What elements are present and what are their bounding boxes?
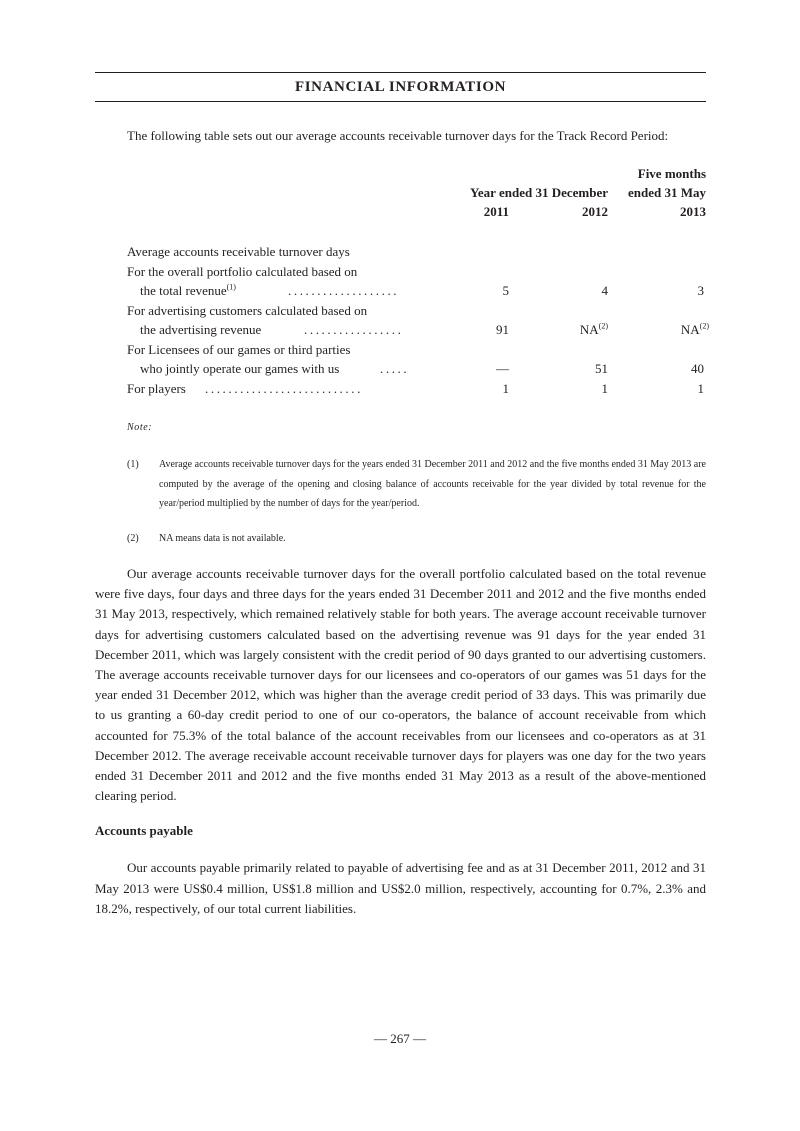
- intro-paragraph: The following table sets out our average accounts receivable turnover days for the Track Record Period:: [127, 128, 669, 143]
- col-head-five-months-line1: Five months: [637, 166, 706, 181]
- footnote-ref: (1): [226, 282, 236, 292]
- page-number: — 267 —: [374, 1031, 426, 1046]
- table-section-title-row: [95, 242, 706, 261]
- footnote-text: Average accounts receivable turnover days for the years ended 31 December 2011 and 2012 and the five months ended 31 May 2013 are computed by the average of the opening and closing balance of accounts receivable for the year divided by total revenue for the year/period multiplied by the number of days for the year/period.: [159, 459, 706, 509]
- value-2013: 3: [697, 283, 704, 298]
- table-row: [95, 301, 706, 320]
- table-row: [95, 359, 706, 378]
- leader-dots: ...........................: [205, 380, 363, 396]
- turnover-days-table: [95, 242, 709, 402]
- col-head-2011: 2011: [483, 204, 509, 219]
- row-label-line2: who jointly operate our games with us: [140, 361, 340, 376]
- turnover-analysis-paragraph: Our average accounts receivable turnover days for the overall portfolio calculated based on the total revenue were five days, four days and three days for the years ended 31 December 2011 and 2012 and the five months ended 31 May 2013, respectively, which remained relatively stable for both years. The average account receivable turnover days for advertising customers calculated based on the advertising revenue was 91 days for the year ended 31 December 2011, which was largely consistent with the credit period of 90 days granted to our advertising customers. The average accounts receivable turnover days for our licensees and co-operators of our games was 51 days for the year ended 31 December 2012, which was higher than the average credit period of 33 days. This was primarily due to us granting a 60-day credit period to one of our co-operators, the balance of account receivable from which accounted for 75.3% of the total balance of the account receivables from our licensees and co-operators as at 31 December 2012. The average receivable account receivable turnover days for players was one day for the two years ended 31 December 2011 and 2012 and the five months ended 31 May 2013 as a result of the above-mentioned clearing period.: [95, 566, 706, 804]
- col-head-2013: 2013: [680, 204, 706, 219]
- value-2012: 1: [601, 380, 608, 396]
- leader-dots: .....: [380, 361, 410, 376]
- page-header-title: FINANCIAL INFORMATION: [294, 79, 507, 95]
- row-label-line2: [140, 281, 236, 300]
- row-label-line1: For players: [127, 380, 186, 396]
- table-section-title: Average accounts receivable turnover days: [127, 244, 350, 259]
- header-rule-bottom: [95, 101, 706, 102]
- value-2011: 91: [496, 322, 509, 337]
- row-label-line1: For the overall portfolio calculated based on: [127, 263, 358, 279]
- row-label-text: the total revenue: [140, 283, 227, 298]
- document-page: [95, 72, 709, 920]
- value-2012: 51: [595, 361, 608, 376]
- value-2013: [681, 320, 709, 339]
- footnote-text: NA means data is not available.: [159, 532, 286, 544]
- section-heading-accounts-payable: Accounts payable: [95, 823, 193, 839]
- value-2012: [580, 320, 608, 339]
- table-row: [95, 320, 709, 339]
- footnote-ref: (2): [699, 321, 709, 331]
- col-head-2012: 2012: [582, 204, 608, 219]
- footnote-number: (1): [127, 459, 139, 470]
- value-2012: 4: [601, 283, 608, 298]
- footnote-1: [127, 455, 706, 514]
- row-label-line1: For Licensees of our games or third parties: [127, 341, 351, 357]
- table-row: [95, 281, 706, 300]
- footnote-number: (2): [127, 532, 139, 544]
- col-head-year-ended: Year ended 31 December: [469, 185, 608, 200]
- value-2013: 40: [691, 361, 704, 376]
- col-head-five-months-line2: ended 31 May: [628, 185, 706, 200]
- value-2011: 1: [502, 380, 509, 396]
- value-2013: 1: [697, 380, 704, 396]
- notes-label: Note:: [127, 422, 153, 433]
- value-text: NA: [680, 322, 700, 337]
- leader-dots: .................: [304, 322, 404, 337]
- value-2011: —: [496, 361, 509, 376]
- table-row: [95, 340, 706, 359]
- leader-dots: ...................: [288, 283, 400, 298]
- value-text: NA: [579, 322, 599, 337]
- row-label-line2: the advertising revenue: [140, 322, 262, 337]
- value-2011: 5: [502, 283, 509, 298]
- footnote-2: [127, 529, 706, 549]
- row-label-line1: For advertising customers calculated based on: [127, 302, 368, 318]
- table-column-headers: [95, 164, 706, 228]
- accounts-payable-paragraph: Our accounts payable primarily related to payable of advertising fee and as at 31 December 2011, 2012 and 31 May 2013 were US$0.4 million, US$1.8 million and US$2.0 million, respectively, accounting for 0.7%, 2.3% and 18.2%, respectively, of our total current liabilities.: [95, 860, 706, 917]
- footnote-ref: (2): [598, 321, 608, 331]
- table-row: [95, 379, 706, 398]
- table-row: [95, 262, 706, 281]
